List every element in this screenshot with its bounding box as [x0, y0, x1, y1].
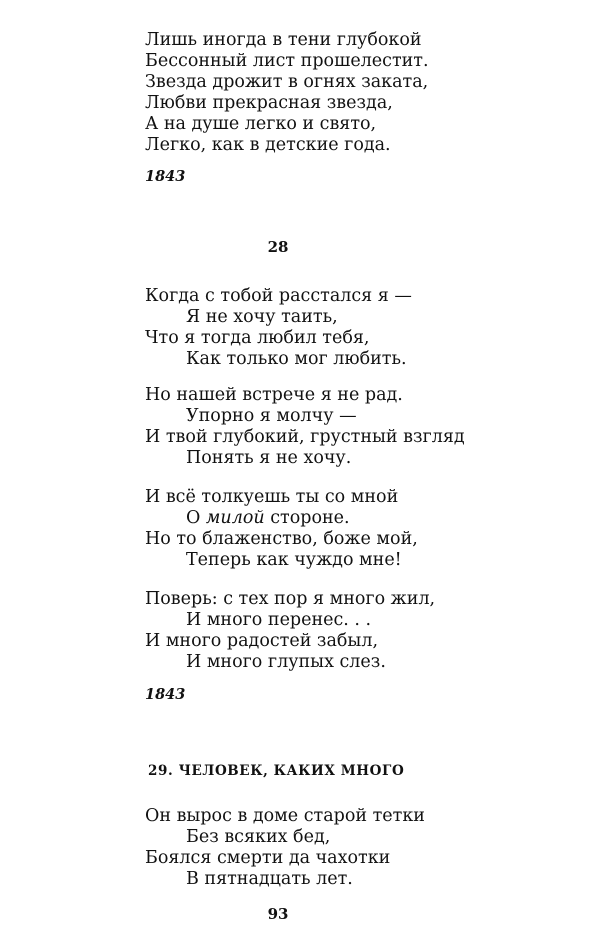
poem-line: Я не хочу таить, — [186, 307, 338, 327]
poem-line: Лишь иногда в тени глубокой — [145, 30, 422, 50]
text-segment: О — [186, 508, 206, 528]
poem-line: Любви прекрасная звезда, — [145, 93, 393, 113]
poem-line: Поверь: с тех пор я много жил, — [145, 589, 436, 609]
poem-number: 28 — [267, 238, 289, 256]
poem-line: И много глупых слез. — [186, 652, 386, 672]
poem-line: Понять я не хочу. — [186, 448, 352, 468]
poem-line: Без всяких бед, — [186, 827, 331, 847]
poem-line: И всё толкуешь ты со мной — [145, 487, 399, 507]
poem-line: Упорно я молчу — — [186, 406, 357, 426]
poem-line: И много радостей забыл, — [145, 631, 379, 651]
poem-line: Легко, как в детские года. — [145, 135, 391, 155]
poem-line: Когда с тобой расстался я — — [145, 286, 412, 306]
poem-line: Бессонный лист прошелестит. — [145, 51, 429, 71]
italic-word: милой — [205, 508, 265, 528]
poem-line: Как только мог любить. — [186, 349, 407, 369]
poem-line: Но нашей встрече я не рад. — [145, 385, 403, 405]
poem-line: Звезда дрожит в огнях заката, — [145, 72, 429, 92]
poem-line: Теперь как чуждо мне! — [186, 550, 402, 570]
poem-date: 1843 — [145, 168, 186, 185]
poem-line: Что я тогда любил тебя, — [145, 328, 370, 348]
poem-line: И твой глубокий, грустный взгляд — [145, 427, 465, 447]
poem-line: В пятнадцать лет. — [186, 869, 353, 889]
poem-line: Боялся смерти да чахотки — [145, 848, 391, 868]
poem-line: А на душе легко и свято, — [145, 114, 377, 134]
poem-date: 1843 — [145, 686, 186, 703]
poem-line: И много перенес. . . — [186, 610, 372, 630]
poem-line: Он вырос в доме старой тетки — [145, 806, 425, 826]
text-segment: стороне. — [264, 508, 350, 528]
poem-line — [186, 508, 350, 529]
page-number: 93 — [267, 905, 289, 923]
poem-heading: 29. ЧЕЛОВЕК, КАКИХ МНОГО — [148, 763, 405, 779]
poem-line: Но то блаженство, боже мой, — [145, 529, 418, 549]
